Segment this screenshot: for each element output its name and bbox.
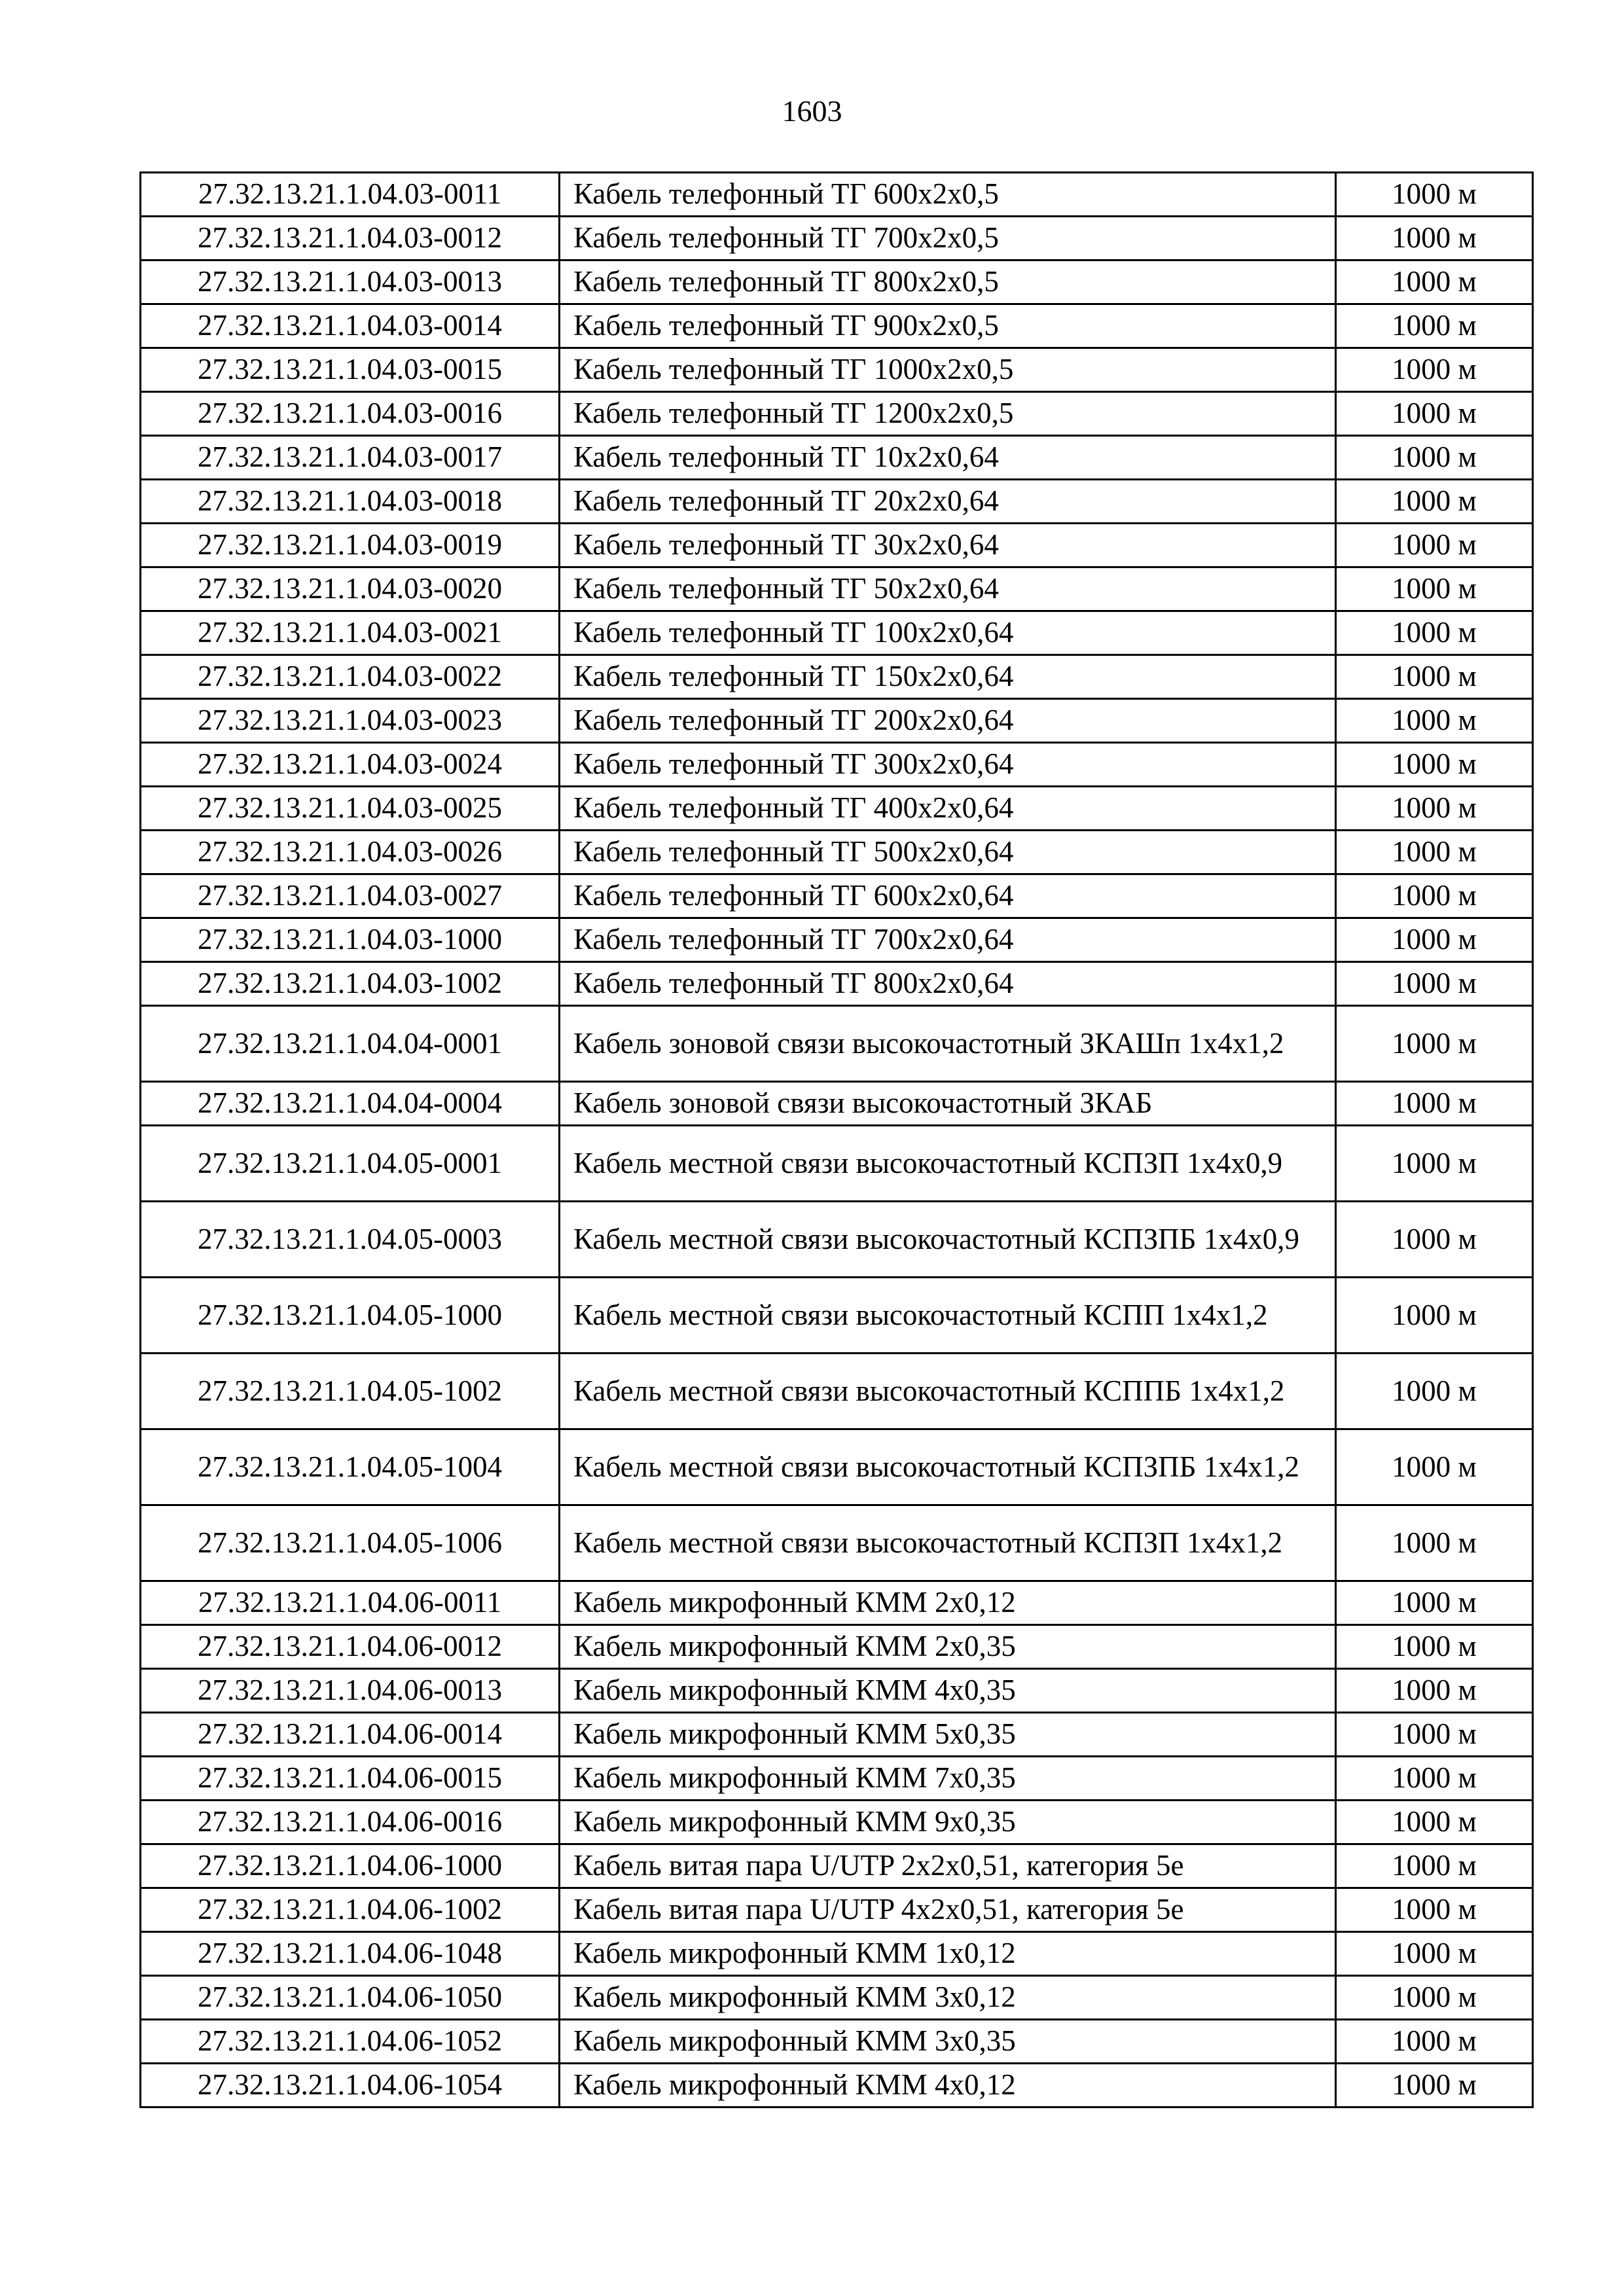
row-code-cell: 27.32.13.21.1.04.03-0012: [141, 217, 560, 260]
row-code-cell: 27.32.13.21.1.04.06-0015: [141, 1757, 560, 1801]
row-code-cell: 27.32.13.21.1.04.06-1050: [141, 1976, 560, 2020]
row-unit-cell: 1000 м: [1336, 655, 1533, 699]
row-name-cell: Кабель телефонный ТГ 50х2х0,64: [560, 567, 1336, 611]
row-code-cell: 27.32.13.21.1.04.03-0021: [141, 611, 560, 655]
row-unit-cell: 1000 м: [1336, 2020, 1533, 2064]
row-code-cell: 27.32.13.21.1.04.03-0026: [141, 831, 560, 874]
row-code-cell: 27.32.13.21.1.04.03-1002: [141, 962, 560, 1006]
row-name-cell: Кабель местной связи высокочастотный КСПЗП 1х4х1,2: [560, 1505, 1336, 1581]
table-row: [141, 1844, 1533, 1888]
row-unit-cell: 1000 м: [1336, 962, 1533, 1006]
table-row: [141, 611, 1533, 655]
row-code-cell: 27.32.13.21.1.04.06-0016: [141, 1801, 560, 1844]
row-name-cell: Кабель телефонный ТГ 400х2х0,64: [560, 787, 1336, 831]
row-code-cell: 27.32.13.21.1.04.03-0014: [141, 304, 560, 348]
row-unit-cell: 1000 м: [1336, 392, 1533, 436]
row-unit-cell: 1000 м: [1336, 1126, 1533, 1202]
row-name-cell: Кабель микрофонный КММ 3х0,12: [560, 1976, 1336, 2020]
row-unit-cell: 1000 м: [1336, 480, 1533, 524]
row-code-cell: 27.32.13.21.1.04.06-1000: [141, 1844, 560, 1888]
table-row: [141, 524, 1533, 567]
table-body: [141, 173, 1533, 2108]
row-unit-cell: 1000 м: [1336, 743, 1533, 787]
row-unit-cell: 1000 м: [1336, 524, 1533, 567]
row-name-cell: Кабель телефонный ТГ 300х2х0,64: [560, 743, 1336, 787]
table-row: [141, 480, 1533, 524]
row-name-cell: Кабель зоновой связи высокочастотный ЗКАШп 1х4х1,2: [560, 1006, 1336, 1082]
row-code-cell: 27.32.13.21.1.04.03-0011: [141, 173, 560, 217]
table-row: [141, 304, 1533, 348]
table-row: [141, 787, 1533, 831]
row-unit-cell: 1000 м: [1336, 1976, 1533, 2020]
table-row: [141, 874, 1533, 918]
row-name-cell: Кабель местной связи высокочастотный КСППБ 1х4х1,2: [560, 1354, 1336, 1429]
row-unit-cell: 1000 м: [1336, 1669, 1533, 1713]
row-code-cell: 27.32.13.21.1.04.03-0019: [141, 524, 560, 567]
table-row: [141, 1006, 1533, 1082]
price-list-table: [139, 171, 1534, 2108]
row-unit-cell: 1000 м: [1336, 611, 1533, 655]
row-name-cell: Кабель местной связи высокочастотный КСПЗПБ 1х4х1,2: [560, 1429, 1336, 1505]
table-row: [141, 392, 1533, 436]
table-row: [141, 1932, 1533, 1976]
table-row: [141, 1202, 1533, 1278]
table-row: [141, 1505, 1533, 1581]
table-row: [141, 1757, 1533, 1801]
row-name-cell: Кабель микрофонный КММ 3х0,35: [560, 2020, 1336, 2064]
row-name-cell: Кабель телефонный ТГ 100х2х0,64: [560, 611, 1336, 655]
row-name-cell: Кабель телефонный ТГ 1000х2х0,5: [560, 348, 1336, 392]
table-row: [141, 1082, 1533, 1126]
table-row: [141, 567, 1533, 611]
row-name-cell: Кабель микрофонный КММ 2х0,35: [560, 1625, 1336, 1669]
table-row: [141, 655, 1533, 699]
row-code-cell: 27.32.13.21.1.04.03-0025: [141, 787, 560, 831]
row-code-cell: 27.32.13.21.1.04.06-0011: [141, 1581, 560, 1625]
row-unit-cell: 1000 м: [1336, 2064, 1533, 2108]
table-row: [141, 1126, 1533, 1202]
table-row: [141, 173, 1533, 217]
table-row: [141, 436, 1533, 480]
row-name-cell: Кабель телефонный ТГ 700х2х0,5: [560, 217, 1336, 260]
row-name-cell: Кабель телефонный ТГ 800х2х0,64: [560, 962, 1336, 1006]
row-unit-cell: 1000 м: [1336, 918, 1533, 962]
row-code-cell: 27.32.13.21.1.04.06-1002: [141, 1888, 560, 1932]
row-unit-cell: 1000 м: [1336, 831, 1533, 874]
row-unit-cell: 1000 м: [1336, 348, 1533, 392]
table-row: [141, 1354, 1533, 1429]
row-name-cell: Кабель зоновой связи высокочастотный ЗКАБ: [560, 1082, 1336, 1126]
row-unit-cell: 1000 м: [1336, 1888, 1533, 1932]
row-code-cell: 27.32.13.21.1.04.03-0013: [141, 260, 560, 304]
table-row: [141, 918, 1533, 962]
row-name-cell: Кабель телефонный ТГ 600х2х0,5: [560, 173, 1336, 217]
table-row: [141, 831, 1533, 874]
row-unit-cell: 1000 м: [1336, 1581, 1533, 1625]
row-unit-cell: 1000 м: [1336, 260, 1533, 304]
row-code-cell: 27.32.13.21.1.04.03-0016: [141, 392, 560, 436]
row-code-cell: 27.32.13.21.1.04.03-0024: [141, 743, 560, 787]
row-code-cell: 27.32.13.21.1.04.05-1000: [141, 1278, 560, 1354]
row-code-cell: 27.32.13.21.1.04.03-0018: [141, 480, 560, 524]
row-code-cell: 27.32.13.21.1.04.06-0014: [141, 1713, 560, 1757]
row-unit-cell: 1000 м: [1336, 1625, 1533, 1669]
row-unit-cell: 1000 м: [1336, 1354, 1533, 1429]
page-number: 1603: [782, 94, 842, 128]
row-code-cell: 27.32.13.21.1.04.05-1002: [141, 1354, 560, 1429]
row-unit-cell: 1000 м: [1336, 1278, 1533, 1354]
row-unit-cell: 1000 м: [1336, 217, 1533, 260]
row-unit-cell: 1000 м: [1336, 1713, 1533, 1757]
row-code-cell: 27.32.13.21.1.04.06-1052: [141, 2020, 560, 2064]
table-row: [141, 2020, 1533, 2064]
row-unit-cell: 1000 м: [1336, 1429, 1533, 1505]
table-row: [141, 1801, 1533, 1844]
row-name-cell: Кабель местной связи высокочастотный КСПП 1х4х1,2: [560, 1278, 1336, 1354]
row-name-cell: Кабель микрофонный КММ 9х0,35: [560, 1801, 1336, 1844]
row-code-cell: 27.32.13.21.1.04.06-1054: [141, 2064, 560, 2108]
table-row: [141, 217, 1533, 260]
row-name-cell: Кабель телефонный ТГ 1200х2х0,5: [560, 392, 1336, 436]
row-unit-cell: 1000 м: [1336, 173, 1533, 217]
table-row: [141, 1669, 1533, 1713]
row-unit-cell: 1000 м: [1336, 1801, 1533, 1844]
row-unit-cell: 1000 м: [1336, 1844, 1533, 1888]
row-unit-cell: 1000 м: [1336, 874, 1533, 918]
row-code-cell: 27.32.13.21.1.04.06-0012: [141, 1625, 560, 1669]
row-unit-cell: 1000 м: [1336, 567, 1533, 611]
row-name-cell: Кабель телефонный ТГ 900х2х0,5: [560, 304, 1336, 348]
row-code-cell: 27.32.13.21.1.04.04-0004: [141, 1082, 560, 1126]
row-unit-cell: 1000 м: [1336, 787, 1533, 831]
row-code-cell: 27.32.13.21.1.04.03-0022: [141, 655, 560, 699]
row-unit-cell: 1000 м: [1336, 1505, 1533, 1581]
row-name-cell: Кабель микрофонный КММ 4х0,35: [560, 1669, 1336, 1713]
row-name-cell: Кабель телефонный ТГ 700х2х0,64: [560, 918, 1336, 962]
row-name-cell: Кабель микрофонный КММ 5х0,35: [560, 1713, 1336, 1757]
row-name-cell: Кабель телефонный ТГ 30х2х0,64: [560, 524, 1336, 567]
row-code-cell: 27.32.13.21.1.04.03-0023: [141, 699, 560, 743]
row-code-cell: 27.32.13.21.1.04.06-1048: [141, 1932, 560, 1976]
row-code-cell: 27.32.13.21.1.04.04-0001: [141, 1006, 560, 1082]
table-row: [141, 2064, 1533, 2108]
row-code-cell: 27.32.13.21.1.04.05-1006: [141, 1505, 560, 1581]
row-name-cell: Кабель витая пара U/UTP 4х2х0,51, категория 5е: [560, 1888, 1336, 1932]
row-code-cell: 27.32.13.21.1.04.05-1004: [141, 1429, 560, 1505]
row-name-cell: Кабель телефонный ТГ 200х2х0,64: [560, 699, 1336, 743]
row-name-cell: Кабель микрофонный КММ 1х0,12: [560, 1932, 1336, 1976]
row-unit-cell: 1000 м: [1336, 1202, 1533, 1278]
table-row: [141, 699, 1533, 743]
row-code-cell: 27.32.13.21.1.04.06-0013: [141, 1669, 560, 1713]
row-name-cell: Кабель телефонный ТГ 150х2х0,64: [560, 655, 1336, 699]
row-name-cell: Кабель микрофонный КММ 2х0,12: [560, 1581, 1336, 1625]
row-code-cell: 27.32.13.21.1.04.03-1000: [141, 918, 560, 962]
table-row: [141, 1713, 1533, 1757]
table-row: [141, 260, 1533, 304]
row-code-cell: 27.32.13.21.1.04.03-0017: [141, 436, 560, 480]
row-name-cell: Кабель витая пара U/UTP 2х2х0,51, категория 5е: [560, 1844, 1336, 1888]
row-name-cell: Кабель местной связи высокочастотный КСПЗП 1х4х0,9: [560, 1126, 1336, 1202]
table-row: [141, 348, 1533, 392]
row-unit-cell: 1000 м: [1336, 1082, 1533, 1126]
row-name-cell: Кабель микрофонный КММ 4х0,12: [560, 2064, 1336, 2108]
table-row: [141, 1429, 1533, 1505]
row-name-cell: Кабель местной связи высокочастотный КСПЗПБ 1х4х0,9: [560, 1202, 1336, 1278]
table-row: [141, 1888, 1533, 1932]
row-name-cell: Кабель микрофонный КММ 7х0,35: [560, 1757, 1336, 1801]
row-code-cell: 27.32.13.21.1.04.05-0003: [141, 1202, 560, 1278]
row-name-cell: Кабель телефонный ТГ 20х2х0,64: [560, 480, 1336, 524]
table-row: [141, 1625, 1533, 1669]
table-row: [141, 962, 1533, 1006]
row-code-cell: 27.32.13.21.1.04.03-0020: [141, 567, 560, 611]
table-row: [141, 1976, 1533, 2020]
row-name-cell: Кабель телефонный ТГ 600х2х0,64: [560, 874, 1336, 918]
row-unit-cell: 1000 м: [1336, 1932, 1533, 1976]
row-code-cell: 27.32.13.21.1.04.05-0001: [141, 1126, 560, 1202]
row-code-cell: 27.32.13.21.1.04.03-0027: [141, 874, 560, 918]
row-unit-cell: 1000 м: [1336, 304, 1533, 348]
table-row: [141, 1581, 1533, 1625]
row-name-cell: Кабель телефонный ТГ 500х2х0,64: [560, 831, 1336, 874]
row-name-cell: Кабель телефонный ТГ 800х2х0,5: [560, 260, 1336, 304]
row-unit-cell: 1000 м: [1336, 1757, 1533, 1801]
row-unit-cell: 1000 м: [1336, 699, 1533, 743]
table-row: [141, 1278, 1533, 1354]
row-name-cell: Кабель телефонный ТГ 10х2х0,64: [560, 436, 1336, 480]
table-row: [141, 743, 1533, 787]
row-unit-cell: 1000 м: [1336, 436, 1533, 480]
row-code-cell: 27.32.13.21.1.04.03-0015: [141, 348, 560, 392]
row-unit-cell: 1000 м: [1336, 1006, 1533, 1082]
